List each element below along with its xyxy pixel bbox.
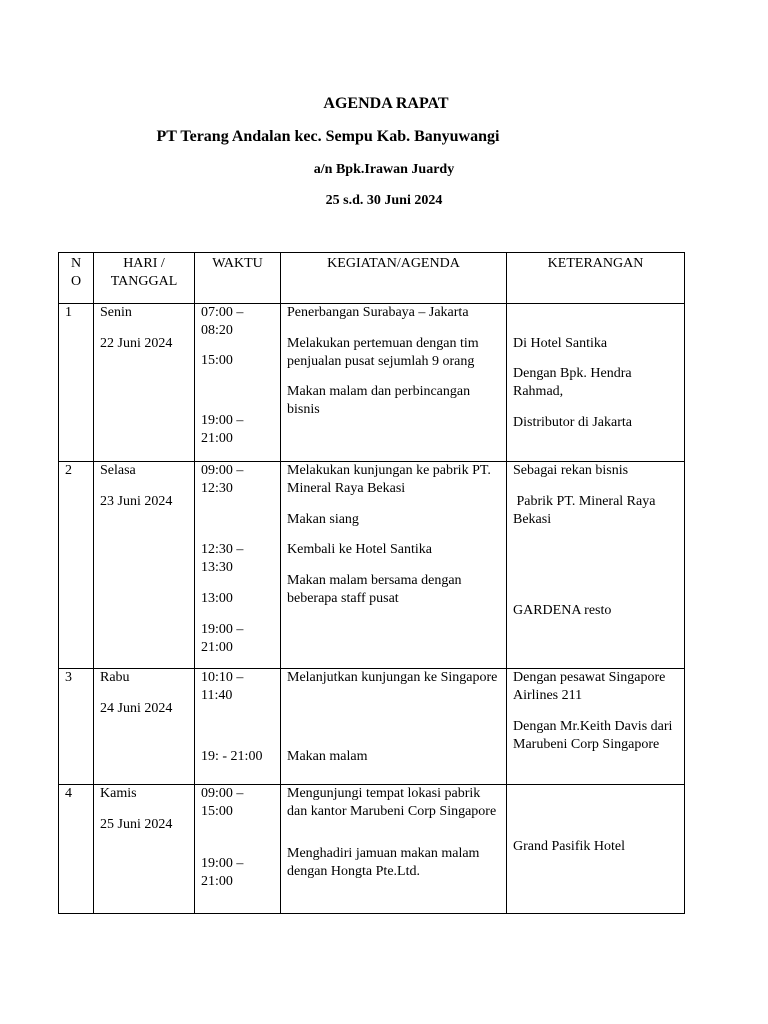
time-entry: 07:00 – 08:20: [201, 305, 244, 338]
cell-time: [195, 304, 281, 462]
table-row: [59, 462, 685, 669]
activity-entry: Makan siang: [287, 512, 359, 527]
time-entry: 09:00 – 15:00: [201, 786, 244, 819]
time-entry: 10:10 – 11:40: [201, 670, 244, 703]
note-entry: Pabrik PT. Mineral Raya Bekasi: [513, 494, 659, 527]
date-label: 24 Juni 2024: [100, 701, 173, 716]
time-entry: 19:00 – 21:00: [201, 622, 244, 655]
note-entry: Dengan Mr.Keith Davis dari Marubeni Corp Singapore: [513, 719, 673, 752]
date-label: 22 Juni 2024: [100, 336, 173, 351]
agenda-table: [58, 252, 685, 914]
cell-time: [195, 785, 281, 914]
time-entry: 19: - 21:00: [201, 749, 263, 764]
activity-entry: Makan malam dan perbincangan bisnis: [287, 384, 471, 417]
cell-notes: [507, 669, 685, 785]
day-label: Selasa: [100, 463, 136, 478]
note-entry: Dengan Bpk. Hendra Rahmad,: [513, 366, 632, 399]
document-title: AGENDA RAPAT: [323, 95, 449, 112]
cell-no: 4: [59, 785, 94, 914]
cell-notes: [507, 304, 685, 462]
table-row: [59, 304, 685, 462]
header-time: WAKTU: [195, 253, 281, 304]
cell-day-date: [94, 669, 195, 785]
cell-activity: [281, 462, 507, 669]
activity-entry: Melanjutkan kunjungan ke Singapore: [287, 670, 498, 685]
day-label: Kamis: [100, 786, 137, 801]
cell-time: [195, 462, 281, 669]
activity-entry: Melakukan pertemuan dengan tim penjualan pusat sejumlah 9 orang: [287, 336, 479, 369]
cell-day-date: [94, 304, 195, 462]
header-no: N O: [59, 253, 94, 304]
activity-entry: Penerbangan Surabaya – Jakarta: [287, 305, 469, 320]
time-entry: 15:00: [201, 353, 233, 368]
activity-entry: Mengunjungi tempat lokasi pabrik dan kantor Marubeni Corp Singapore: [287, 786, 497, 819]
table-row: [59, 669, 685, 785]
note-entry: Grand Pasifik Hotel: [513, 839, 625, 854]
time-entry: 09:00 – 12:30: [201, 463, 244, 496]
header-activity: KEGIATAN/AGENDA: [281, 253, 507, 304]
time-entry: 19:00 – 21:00: [201, 413, 244, 446]
date-label: 25 Juni 2024: [100, 817, 173, 832]
day-label: Senin: [100, 305, 132, 320]
cell-activity: [281, 669, 507, 785]
cell-notes: [507, 462, 685, 669]
time-entry: 19:00 – 21:00: [201, 856, 244, 889]
cell-day-date: [94, 785, 195, 914]
company-name: PT Terang Andalan kec. Sempu Kab. Banyuwangi: [156, 128, 500, 145]
note-entry: Sebagai rekan bisnis: [513, 463, 629, 478]
header-notes: KETERANGAN: [507, 253, 685, 304]
note-entry: Dengan pesawat Singapore Airlines 211: [513, 670, 666, 703]
activity-entry: Menghadiri jamuan makan malam dengan Hongta Pte.Ltd.: [287, 846, 480, 879]
activity-entry: Kembali ke Hotel Santika: [287, 542, 433, 557]
cell-day-date: [94, 462, 195, 669]
cell-no: 1: [59, 304, 94, 462]
cell-activity: [281, 785, 507, 914]
cell-notes: [507, 785, 685, 914]
activity-entry: Makan malam: [287, 749, 368, 764]
cell-no: 2: [59, 462, 94, 669]
note-entry: Distributor di Jakarta: [513, 415, 632, 430]
attention-line: a/n Bpk.Irawan Juardy: [313, 162, 455, 177]
table-row: [59, 785, 685, 914]
cell-activity: [281, 304, 507, 462]
cell-no: 3: [59, 669, 94, 785]
period-line: 25 s.d. 30 Juni 2024: [325, 193, 443, 208]
header-day-date: HARI / TANGGAL: [94, 253, 195, 304]
time-entry: 12:30 – 13:30: [201, 542, 244, 575]
cell-time: [195, 669, 281, 785]
activity-entry: Makan malam bersama dengan beberapa staff pusat: [287, 573, 462, 606]
table-header-row: [59, 253, 685, 304]
date-label: 23 Juni 2024: [100, 494, 173, 509]
time-entry: 13:00: [201, 591, 233, 606]
note-entry: GARDENA resto: [513, 603, 612, 618]
day-label: Rabu: [100, 670, 130, 685]
note-entry: Di Hotel Santika: [513, 336, 608, 351]
activity-entry: Melakukan kunjungan ke pabrik PT. Mineral Raya Bekasi: [287, 463, 491, 496]
